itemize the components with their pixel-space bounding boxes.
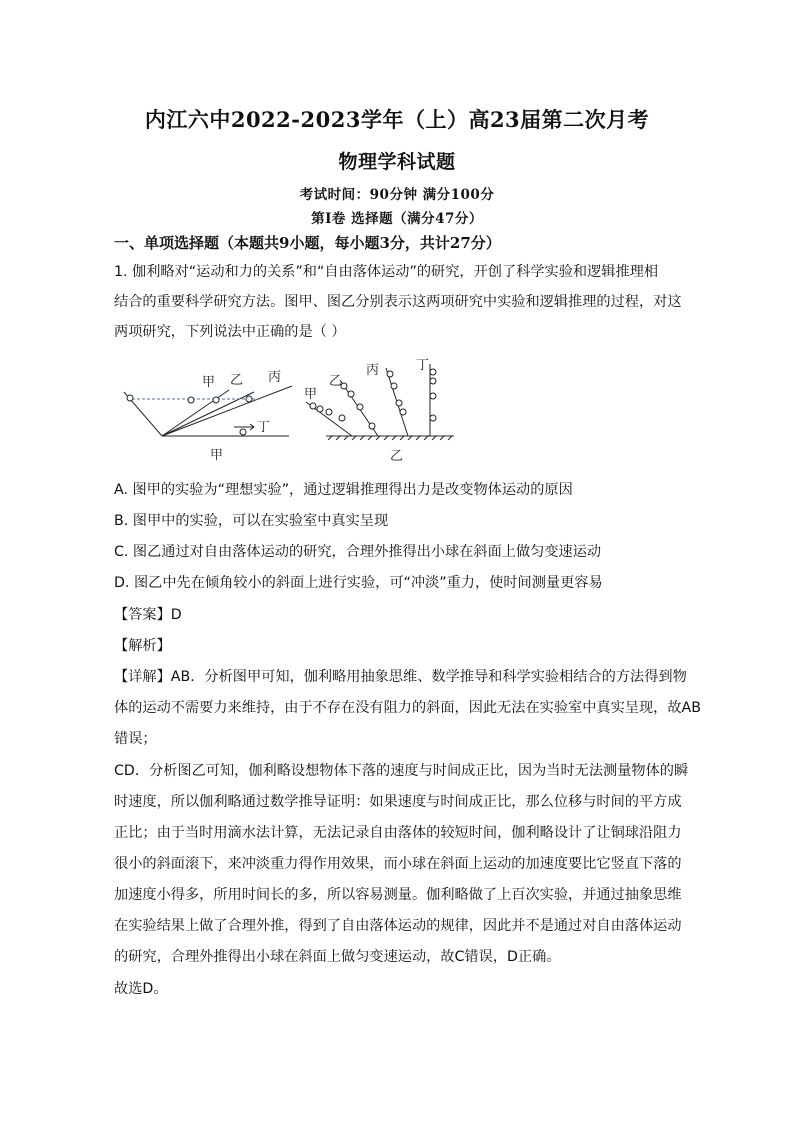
ramp-jia [162,390,229,436]
fig-b-label-ding: 丁 [416,358,430,373]
answer-row [114,604,694,624]
ball-jia [188,397,194,403]
fig-a-label-jia: 甲 [202,375,216,390]
option-a: A. 图甲的实验为“理想实验”，通过逻辑推理得出力是改变物体运动的原因 [114,482,573,498]
figure-svg [114,352,474,467]
detail-line: 很小的斜面滚下，来冲淡重力得作用效果，而小球在斜面上运动的加速度要比它竖直下落的 [114,856,682,872]
option-b: B. 图甲中的实验，可以在实验室中真实呈现 [114,513,389,529]
subject-title: 物理学科试题 [338,151,456,173]
ramp-bing [162,386,292,436]
answer-value: D [170,607,182,623]
detail-line: 故选D。 [114,981,168,997]
detail-line: 体的运动不需要力来维持，由于不存在没有阻力的斜面，因此无法在实验室中真实呈现，故AB [114,700,701,716]
detail-line: 【详解】AB．分析图甲可知，伽利略用抽象思维、数学推导和科学实验相结合的方法得到物 [114,669,687,685]
volume-heading: 第Ⅰ卷 选择题（满分47分） [311,211,483,227]
section-heading: 一、单项选择题（本题共9小题，每小题3分，共计27分） [114,234,501,252]
ball-ding [240,429,246,435]
detail-line: CD．分析图乙可知，伽利略设想物体下落的速度与时间成正比，因为当时无法测量物体的瞬 [114,763,689,779]
fig-a-caption: 甲 [210,448,224,463]
detail-line: 的研究，合理外推得出小球在斜面上做匀变速运动，故C错误，D正确。 [114,949,561,965]
ball-bing [246,396,252,402]
option-c: C. 图乙通过对自由落体运动的研究，合理外推得出小球在斜面上做匀变速运动 [114,544,602,560]
fig-b-label-bing: 丙 [366,363,380,378]
fig-b-caption: 乙 [390,449,404,464]
ball-yi [213,397,219,403]
fig-a-label-ding: 丁 [257,420,271,435]
analysis-label: 【解析】 [114,638,171,654]
fig-b-label-jia: 甲 [304,387,318,402]
fig-a-label-bing: 丙 [268,370,282,385]
answer-label: 【答案】 [114,607,171,623]
detail-line: 时速度，所以伽利略通过数学推导证明：如果速度与时间成正比，那么位移与时间的平方成 [114,794,682,810]
fig-a-label-yi: 乙 [230,373,244,388]
ball-start [127,395,133,401]
question-stem-line: 1. 伽利略对“运动和力的关系”和“自由落体运动”的研究，开创了科学实验和逻辑推理相 [114,264,659,280]
detail-line: 在实验结果上做了合理外推，得到了自由落体运动的规律，因此并不是通过对自由落体运动 [114,918,682,934]
option-d: D. 图乙中先在倾角较小的斜面上进行实验，可“冲淡”重力，使时间测量更容易 [114,575,603,591]
question-stem-line: 两项研究，下列说法中正确的是（ ） [114,324,346,340]
question-figure [114,352,474,467]
detail-line: 加速度小得多，所用时间长的多，所以容易测量。伽利略做了上百次实验，并通过抽象思维 [114,887,682,903]
question-stem-line: 结合的重要科学研究方法。图甲、图乙分别表示这两项研究中实验和逻辑推理的过程，对这 [114,294,682,310]
fig-b-label-yi: 乙 [329,374,343,389]
exam-title: 内江六中2022-2023学年（上）高23届第二次月考 [144,107,650,132]
exam-info: 考试时间：90分钟 满分100分 [299,187,495,203]
detail-line: 错误； [114,731,157,747]
detail-line: 正比；由于当时用滴水法计算，无法记录自由落体的较短时间，伽利略设计了让铜球沿阻力 [114,825,682,841]
